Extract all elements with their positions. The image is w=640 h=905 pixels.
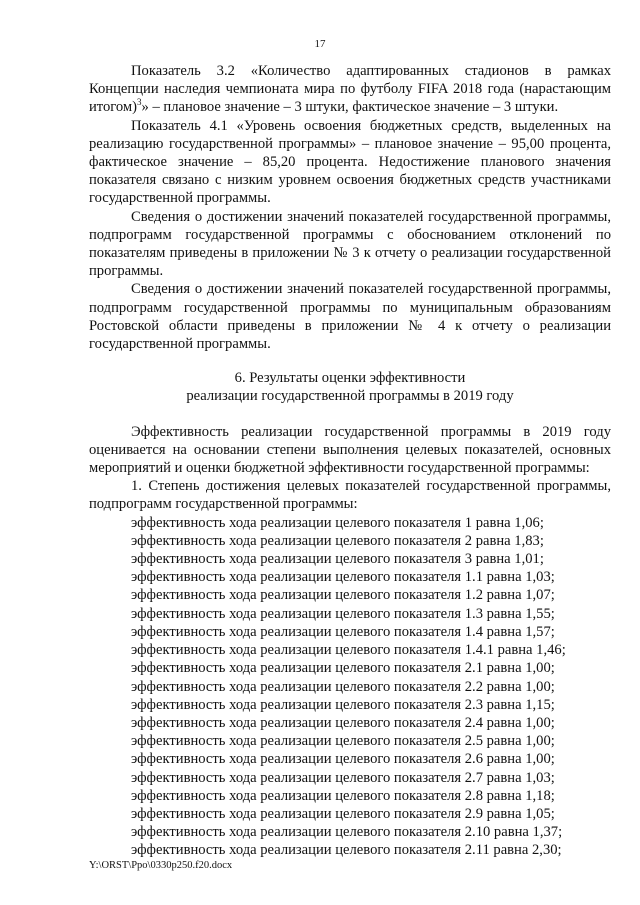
list-item: эффективность хода реализации целевого показателя 2.3 равна 1,15;: [131, 696, 555, 713]
list-item: эффективность хода реализации целевого показателя 2.10 равна 1,37;: [131, 824, 563, 841]
list-item: эффективность хода реализации целевого показателя 1 равна 1,06;: [131, 514, 544, 531]
list-item: эффективность хода реализации целевого показателя 1.4 равна 1,57;: [131, 623, 555, 640]
list-item: эффективность хода реализации целевого показателя 2 равна 1,83;: [131, 532, 544, 549]
paragraph-text: Показатель 3.2 «Количество адаптированных стадионов в рамках Концепции наследия чемпионата мира по футболу FIFA 2018 года (нарастающим итогом): [89, 63, 611, 116]
footnote-marker: 3: [137, 97, 142, 108]
paragraph-indicator-3-2: [89, 62, 611, 117]
list-item: эффективность хода реализации целевого показателя 3 равна 1,01;: [131, 551, 544, 568]
list-item: эффективность хода реализации целевого показателя 2.2 равна 1,00;: [131, 678, 555, 695]
section-title-line-1: 6. Результаты оценки эффективности: [234, 370, 466, 387]
list-item: эффективность хода реализации целевого показателя 2.11 равна 2,30;: [131, 842, 562, 859]
page-number: 17: [314, 38, 326, 50]
paragraph-indicator-4-1: Показатель 4.1 «Уровень освоения бюджетных средств, выделенных на реализацию государственной программы» – плановое значение – 95,00 процента, фактическое значение – 85,20 процента. Недостижение планового значения показателя связано с низким уровнем освоения бюджетных средств участниками государственной программы.: [89, 117, 611, 207]
paragraph-intro: Эффективность реализации государственной программы в 2019 году оценивается на основании степени выполнения целевых показателей, основных мероприятий и оценки бюджетной эффективности государственной программы:: [89, 423, 611, 477]
list-item: эффективность хода реализации целевого показателя 2.6 равна 1,00;: [131, 751, 555, 768]
list-item: эффективность хода реализации целевого показателя 1.2 равна 1,07;: [131, 587, 555, 604]
list-item: эффективность хода реализации целевого показателя 2.4 равна 1,00;: [131, 714, 555, 731]
paragraph-appendix-3: Сведения о достижении значений показателей государственной программы, подпрограмм государственной программы с обоснованием отклонений по показателям приведены в приложении № 3 к отчету о реализации государственной программы.: [89, 208, 611, 280]
list-item: эффективность хода реализации целевого показателя 2.8 равна 1,18;: [131, 787, 555, 804]
list-item: эффективность хода реализации целевого показателя 2.9 равна 1,05;: [131, 805, 555, 822]
document-body: [89, 62, 611, 860]
footer-file-path: Y:\ORST\Ppo\0330p250.f20.docx: [89, 860, 233, 871]
list-item: эффективность хода реализации целевого показателя 2.5 равна 1,00;: [131, 733, 555, 750]
list-item: эффективность хода реализации целевого показателя 2.1 равна 1,00;: [131, 660, 555, 677]
list-item: эффективность хода реализации целевого показателя 1.4.1 равна 1,46;: [131, 642, 566, 659]
section-title-line-2: реализации государственной программы в 2019 году: [186, 388, 514, 405]
paragraph-degree-heading: 1. Степень достижения целевых показателей государственной программы, подпрограмм государственной программы:: [89, 478, 611, 513]
section-heading: [89, 369, 611, 405]
list-item: эффективность хода реализации целевого показателя 1.3 равна 1,55;: [131, 605, 555, 622]
efficiency-list: [89, 514, 611, 860]
paragraph-text: » – плановое значение – 3 штуки, фактическое значение – 3 штуки.: [141, 99, 559, 116]
paragraph-appendix-4: Сведения о достижении значений показателей государственной программы, подпрограмм государственной программы по муниципальным образованиям Ростовской области приведены в приложении № 4 к отчету о реализации государственной программы.: [89, 281, 611, 353]
list-item: эффективность хода реализации целевого показателя 2.7 равна 1,03;: [131, 769, 555, 786]
list-item: эффективность хода реализации целевого показателя 1.1 равна 1,03;: [131, 569, 555, 586]
